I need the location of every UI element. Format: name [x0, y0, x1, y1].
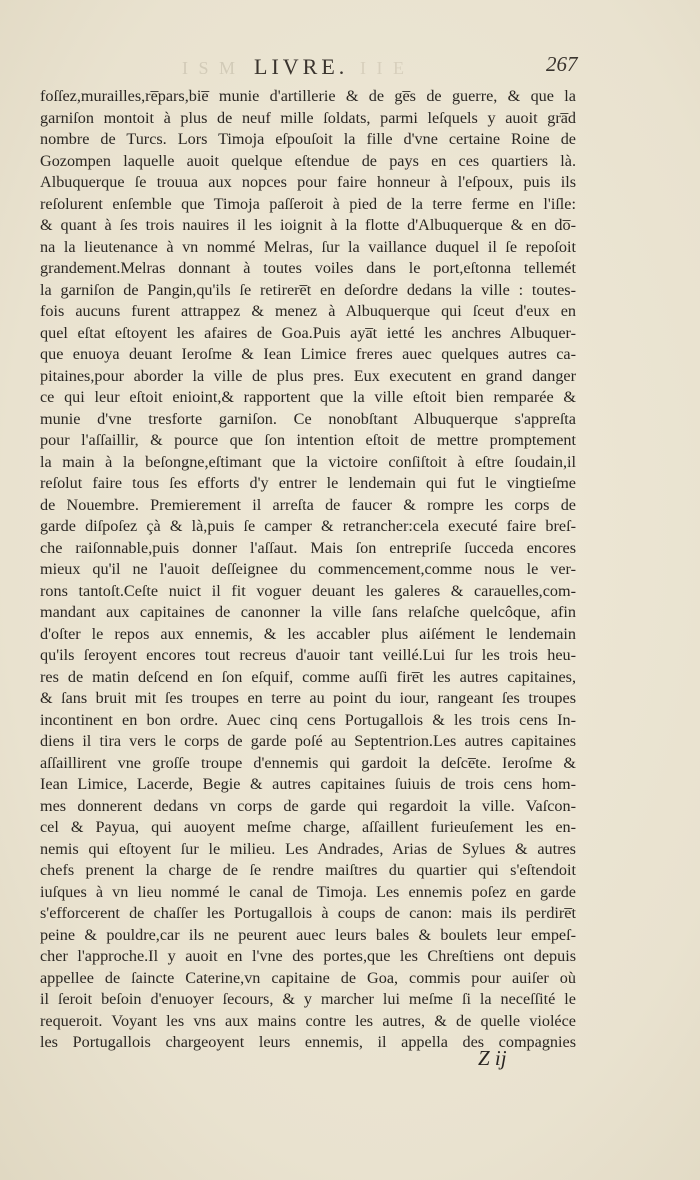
- text-line: d'oſter le repos aux ennemis, & les accabler plus aiſément le lendemain: [40, 624, 576, 643]
- text-line: reſolut faire tous ſes efforts d'y entrer le lendemain qui fut le vingtieſme: [40, 474, 576, 492]
- text-line: garniſon montoit à plus de neuf mille ſoldats, parmi leſquels y auoit gra̅d: [40, 108, 576, 127]
- text-line: garde diſpoſez çà & là,puis ſe camper & retrancher:cela executé faire breſ-: [40, 517, 576, 535]
- text-line: quel eſtat eſtoyent les afaires de Goa.Puis aya̅t ietté les anchres Albuquer-: [40, 323, 576, 342]
- text-line: & quant à ſes trois nauires il les ioignit à la flotte d'Albuquerque & en do̅-: [40, 216, 576, 234]
- text-line: chefs prenent la charge de ſe rendre maiſtres du quartier qui s'eſtendoit: [40, 861, 576, 879]
- text-line: que enuoya deuant Ieroſme & Iean Limice freres auec quelques autres ca-: [40, 345, 576, 363]
- text-line: nombre de Turcs. Lors Timoja eſpouſoit la fille d'vne certaine Roine de: [40, 130, 576, 148]
- text-line: peine & pouldre,car ils ne peurent auec leurs bales & boulets leur empeſ-: [40, 925, 576, 944]
- text-line: Iean Limice, Lacerde, Begie & autres capitaines ſuiuis de trois cens hom-: [40, 775, 576, 793]
- text-line: il ſeroit beſoin d'enuoyer ſecours, & y marcher lui meſme ſi la neceſſité le: [40, 990, 576, 1008]
- text-line: diens il tira vers le corps de garde poſé au Septentrion.Les autres capitaines: [40, 732, 576, 750]
- text-line: iuſques à vn lieu nommé le canal de Timoja. Les ennemis poſez en garde: [40, 882, 576, 901]
- text-line: la main à la beſongne,eſtimant que la victoire conſiſtoit à eſtre ſoudain,il: [40, 452, 576, 471]
- text-line: qu'ils ſeroyent encores tout recreus d'auoir tant veillé.Lui ſur les trois heu-: [40, 646, 576, 664]
- text-line: mieux qu'il ne l'auoit deſſeignee du commencement,comme nous le ver-: [40, 560, 576, 578]
- text-line: Albuquerque ſe trouua aux nopces pour faire honneur à l'eſpoux, puis ils: [40, 173, 576, 191]
- running-title: LIVRE.: [254, 54, 349, 79]
- running-header: [0, 52, 700, 82]
- text-line: cher l'approche.Il y auoit en l'vne des portes,que les Chreſtiens ont depuis: [40, 947, 576, 965]
- text-line: pitaines,pour aborder la ville de plus pres. Eux executent en grand danger: [40, 366, 576, 385]
- text-line: rons tantoſt.Ceſte nuict il fit voguer deuant les galeres & carauelles,com-: [40, 581, 576, 600]
- text-line: la garniſon de Pangin,qu'ils ſe retirere̅t en deſordre dedans la ville : toutes-: [40, 280, 576, 299]
- text-line: appellee de ſaincte Caterine,vn capitaine de Goa, commis pour auiſer où: [40, 968, 576, 987]
- text-line: nemis qui eſtoyent ſur le milieu. Les Andrades, Arias de Sylues & autres: [40, 839, 576, 858]
- body-text: [40, 86, 576, 1054]
- bleed-through-text-left: I S M: [182, 58, 239, 78]
- text-line: munie d'vne tresforte garniſon. Ce nonobſtant Albuquerque s'appreſta: [40, 409, 576, 428]
- text-line: aſſaillirent vne groſſe troupe d'ennemis qui gardoit la deſce̅te. Ieroſme &: [40, 753, 576, 772]
- text-line: che raiſonnable,puis donner l'aſſaut. Mais ſon entrepriſe ſucceda encores: [40, 538, 576, 557]
- text-line: fois aucuns furent attrappez & menez à Albuquerque qui ſceut d'eux en: [40, 302, 576, 320]
- text-line: incontinent en bon ordre. Auec cinq cens Portugallois & les trois cens In-: [40, 710, 576, 729]
- text-line: grandement.Melras donnant à toutes voiles dans le port,eſtonna tellemét: [40, 259, 576, 277]
- text-line: & ſans bruit mit ſes troupes en terre au point du iour, rangeant ſes troupes: [40, 689, 576, 707]
- text-line: foſſez,murailles,re̅pars,bie̅ munie d'artillerie & de ge̅s de guerre, & que la: [40, 87, 576, 105]
- page-number: 267: [546, 52, 578, 76]
- text-line: de Nouembre. Premierement il arreſta de faucer & rompre les corps de: [40, 495, 576, 514]
- bleed-through-text-right: I I E: [360, 58, 407, 78]
- text-line: res de matin deſcend en ſon eſquif, comme auſſi fire̅t les autres capitaines,: [40, 667, 576, 686]
- text-line: ce qui leur eſtoit enioint,& rapportent que la ville eſtoit bien remparée &: [40, 388, 576, 406]
- signature-mark: Z ij: [478, 1046, 507, 1070]
- text-line: mes donnerent dedans vn corps de garde qui regardoit la ville. Vaſcon-: [40, 796, 576, 815]
- text-line: s'efforcerent de chaſſer les Portugallois à coups de canon: mais ils perdire̅t: [40, 904, 576, 922]
- text-line: mandant aux capitaines de canonner la ville ſans relaſche quelcôque, afin: [40, 603, 576, 621]
- text-line: Gozompen laquelle auoit quelque eſtendue de pays en ces quartiers là.: [40, 151, 576, 170]
- text-line: pour l'aſſaillir, & pource que ſon intention eſtoit de mettre promptement: [40, 431, 576, 449]
- text-line: requeroit. Voyant les vns aux mains contre les autres, & de quelle violéce: [40, 1011, 576, 1030]
- text-line: cel & Payua, qui auoyent meſme charge, aſſaillent furieuſement les en-: [40, 818, 576, 836]
- text-line: les Portugallois chargeoyent leurs ennemis, il appella des compagnies: [40, 1033, 576, 1051]
- text-line: reſolurent enſemble que Timoja paſſeroit à pied de la terre ferme en l'iſle:: [40, 194, 576, 213]
- text-line: na la lieutenance à vn nommé Melras, ſur la vaillance duquel il ſe repoſoit: [40, 237, 576, 256]
